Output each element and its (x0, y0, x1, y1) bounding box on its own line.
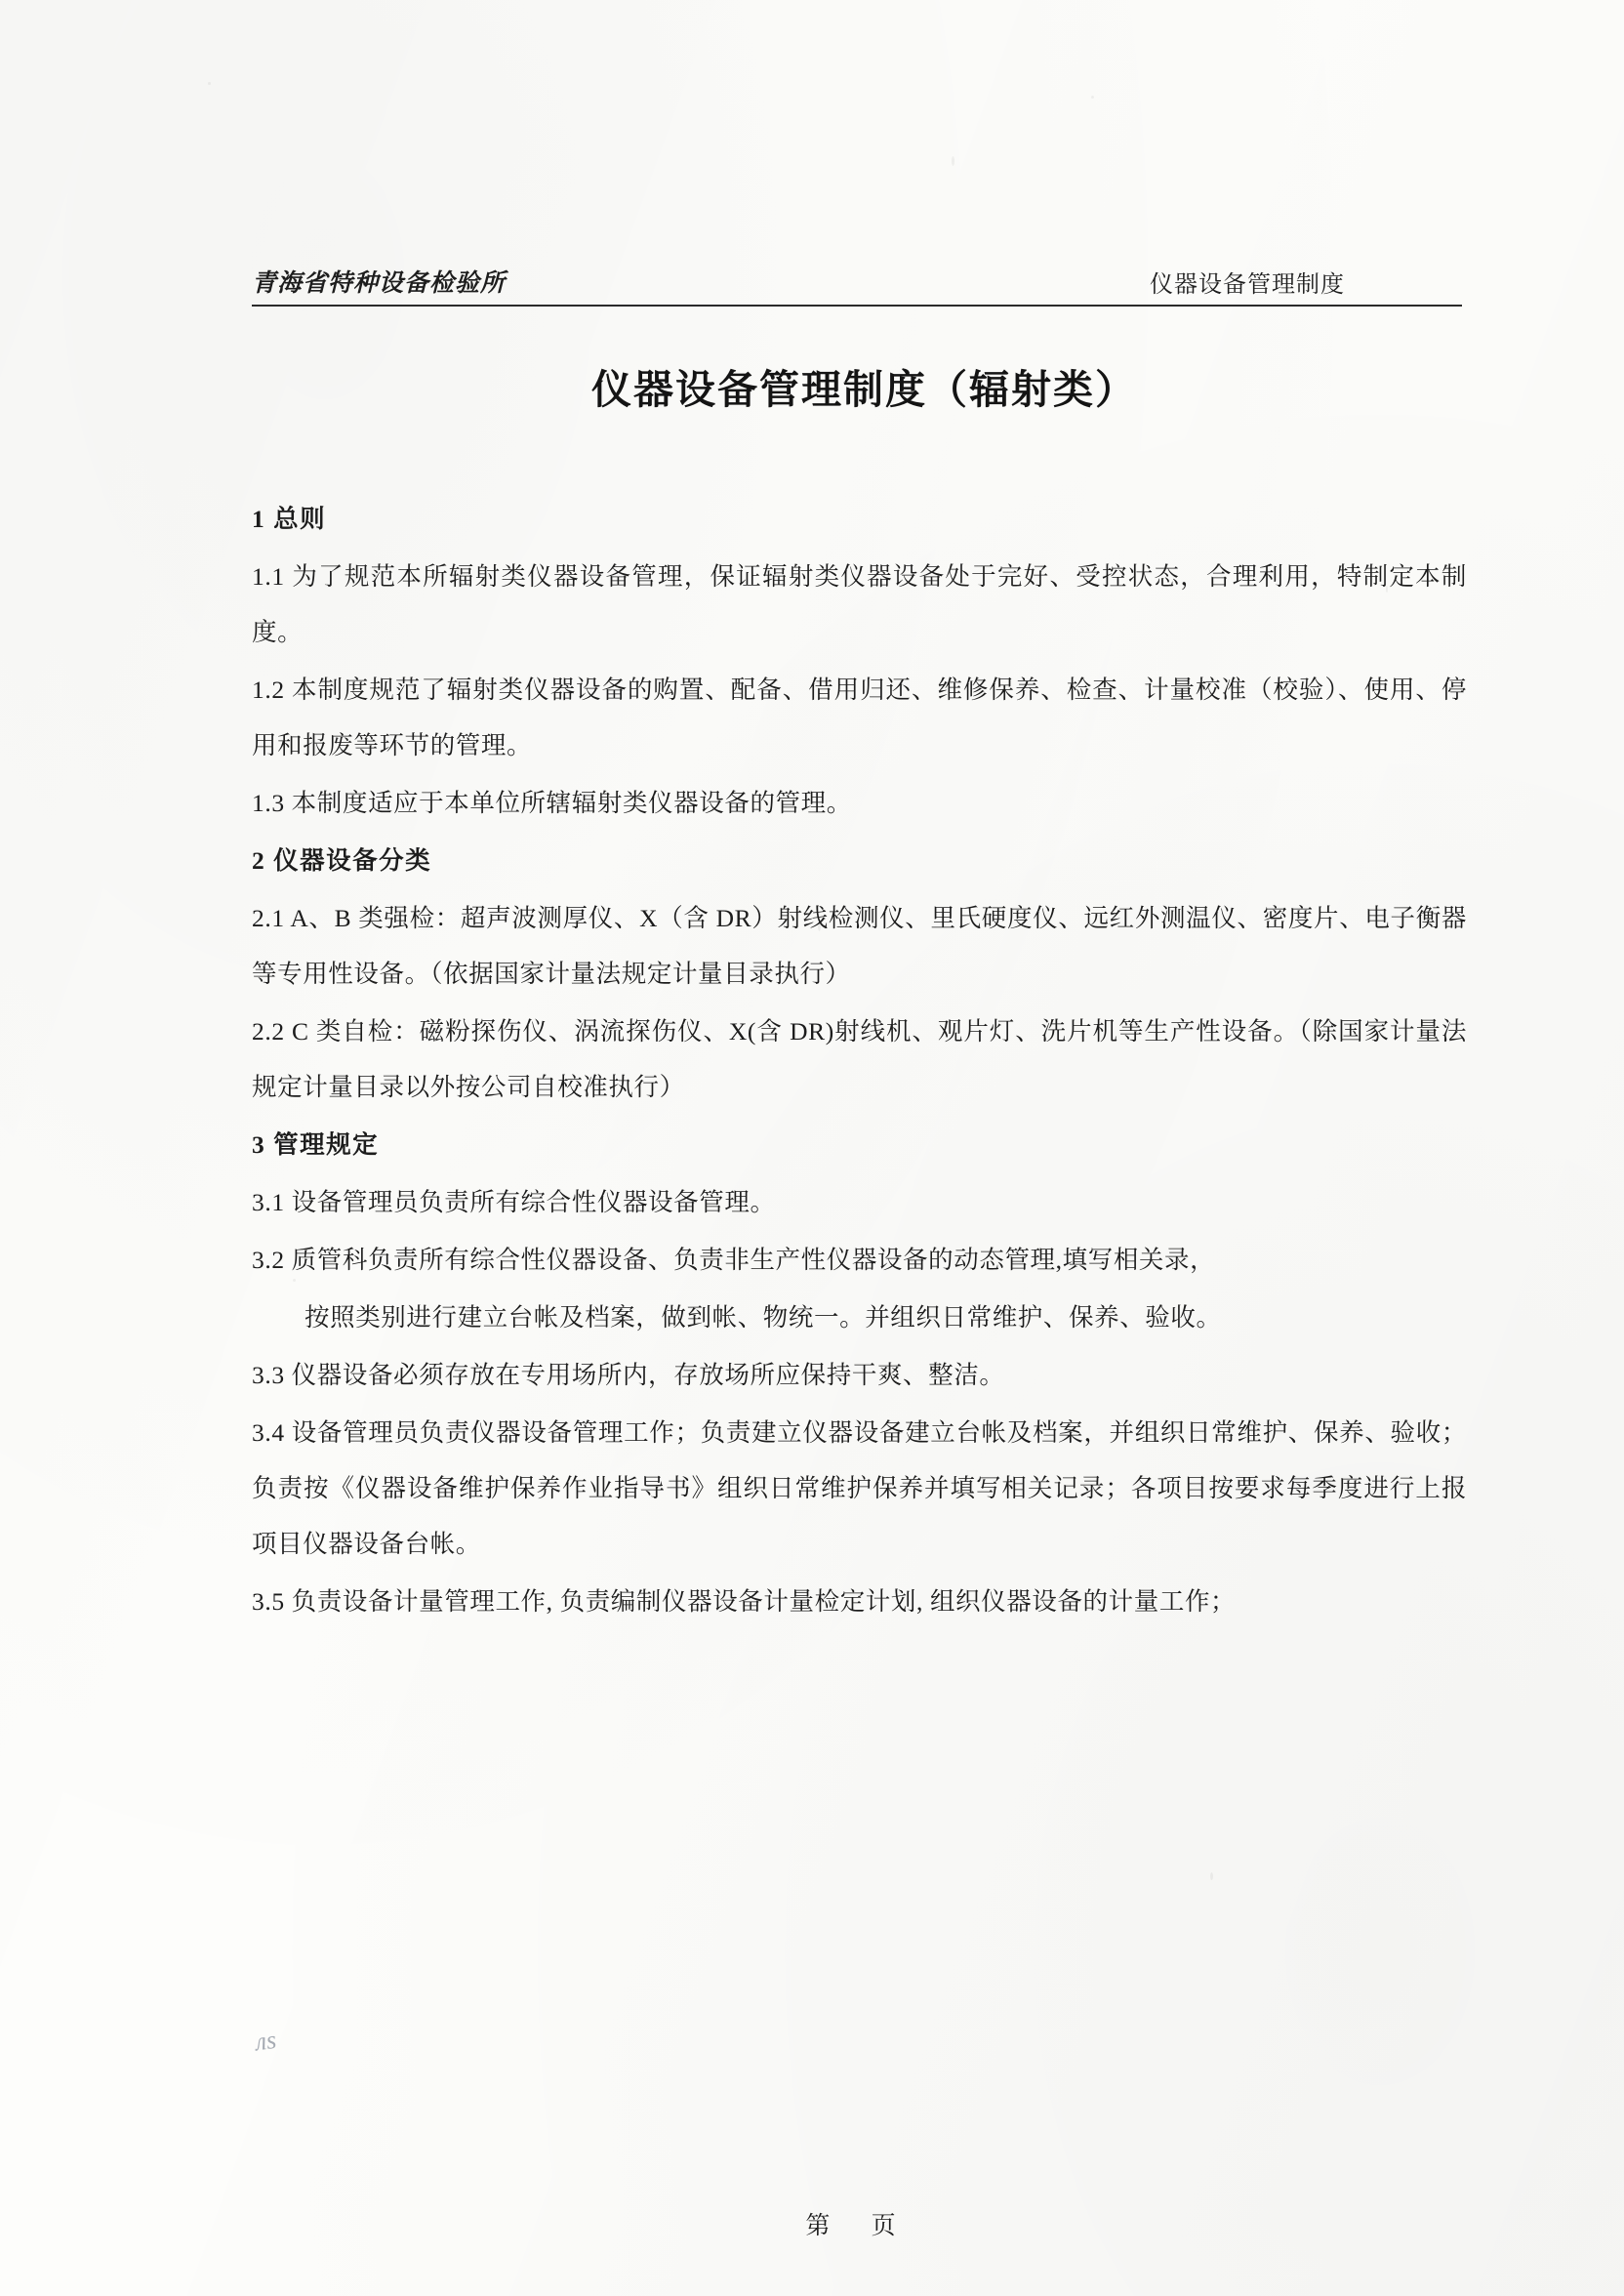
paragraph-1-2: 1.2 本制度规范了辐射类仪器设备的购置、配备、借用归还、维修保养、检查、计量校准（校验）、使用、停用和报废等环节的管理。 (252, 676, 1467, 759)
section-heading-1: 1 总则 (252, 505, 327, 533)
header-document-label: 仪器设备管理制度 (1150, 272, 1345, 298)
header-organization: 青海省特种设备检验所 (252, 270, 507, 297)
scan-speckle (1091, 96, 1094, 99)
handwritten-annotation: лs (253, 2025, 278, 2057)
page-title: 仪器设备管理制度（辐射类） (591, 367, 1137, 412)
section-heading-3: 3 管理规定 (252, 1130, 380, 1159)
paragraph-3-3: 3.3 仪器设备必须存放在专用场所内，存放场所应保持干爽、整洁。 (252, 1361, 1005, 1389)
paragraph-2-1: 2.1 A、B 类强检：超声波测厚仪、X（含 DR）射线检测仪、里氏硬度仪、远红外测温仪、密度片、电子衡器等专用性设备。（依据国家计量法规定计量目录执行） (252, 904, 1467, 988)
paragraph-3-2-line2: 按照类别进行建立台帐及档案，做到帐、物统一。并组织日常维护、保养、验收。 (304, 1303, 1222, 1332)
scan-speckle (208, 82, 211, 85)
paragraph-3-5: 3.5 负责设备计量管理工作, 负责编制仪器设备计量检定计划, 组织仪器设备的计量工作； (252, 1587, 1237, 1616)
paragraph-2-2: 2.2 C 类自检：磁粉探伤仪、涡流探伤仪、X(含 DR)射线机、观片灯、洗片机等生产性设备。（除国家计量法规定计量目录以外按公司自校准执行） (252, 1017, 1467, 1101)
paragraph-3-2-line1: 3.2 质管科负责所有综合性仪器设备、负责非生产性仪器设备的动态管理,填写相关录， (252, 1246, 1216, 1274)
section-heading-2: 2 仪器设备分类 (252, 846, 432, 875)
scan-speckle (1210, 1872, 1213, 1880)
paragraph-3-4: 3.4 设备管理员负责仪器设备管理工作；负责建立仪器设备建立台帐及档案，并组织日常维护、保养、验收；负责按《仪器设备维护保养作业指导书》组织日常维护保养并填写相关记录；各项目按要求每季度进行上报项目仪器设备台帐。 (252, 1418, 1467, 1558)
page-footer: 第 页 (805, 2213, 914, 2239)
page-header (252, 264, 1462, 307)
paragraph-1-1: 1.1 为了规范本所辐射类仪器设备管理，保证辐射类仪器设备处于完好、受控状态，合理利用，特制定本制度。 (252, 562, 1467, 646)
document-paragraphs (252, 491, 1467, 1629)
paragraph-1-3: 1.3 本制度适应于本单位所辖辐射类仪器设备的管理。 (252, 789, 852, 817)
paragraph-3-1: 3.1 设备管理员负责所有综合性仪器设备管理。 (252, 1188, 776, 1216)
scan-speckle (952, 156, 954, 166)
